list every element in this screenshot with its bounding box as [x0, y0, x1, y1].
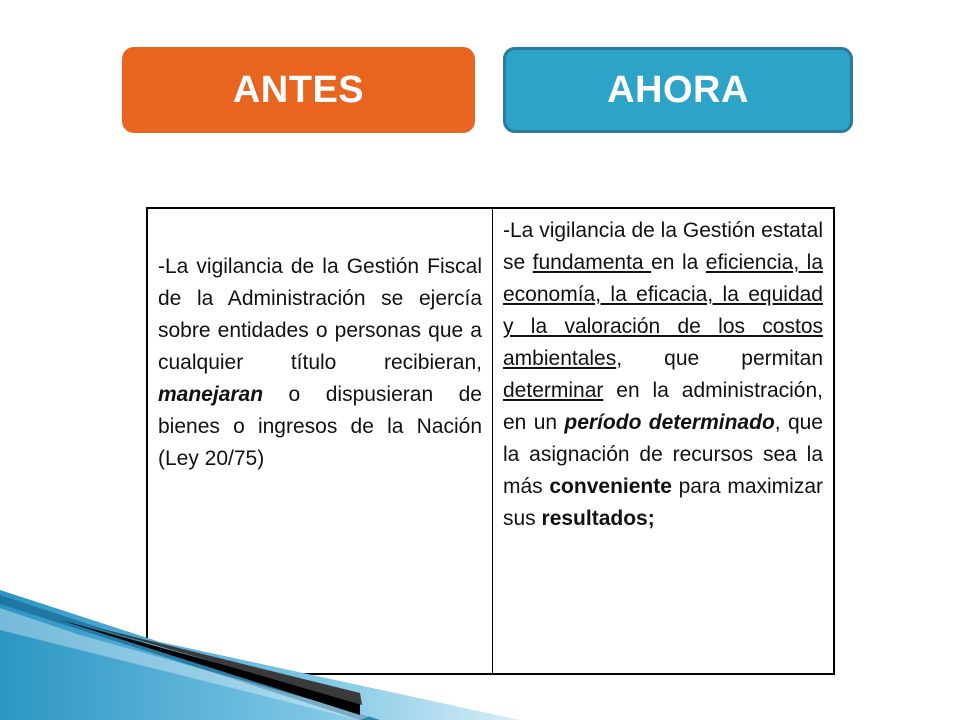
- ahora-underline-2: eficiencia, la economía, la eficacia, la equidad y la valoración de los costos ambientales: [503, 251, 823, 370]
- ahora-text-5: , que la asignación de recursos sea la más: [503, 411, 823, 498]
- ahora-emphasis-3: resultados;: [541, 507, 655, 530]
- antes-text-2: o dispusieran de bienes o ingresos de la Nación (Ley 20/75): [158, 383, 482, 470]
- tab-antes-label: ANTES: [232, 68, 365, 111]
- ahora-emphasis-1: período determinado: [564, 411, 775, 434]
- ahora-text-6: para maximizar sus: [503, 475, 823, 530]
- ahora-text-2: en la: [651, 251, 706, 274]
- ahora-text-4: en la administración, en un: [503, 379, 823, 434]
- ahora-cell: [493, 209, 833, 673]
- ahora-text-3: , que permitan: [616, 347, 823, 370]
- ahora-underline-3: determinar: [503, 379, 604, 402]
- antes-text-1: -La vigilancia de la Gestión Fiscal de la Administración se ejercía sobre entidades o personas que a cualquier título recibieran,: [158, 255, 482, 374]
- ahora-text-1: -La vigilancia de la Gestión estatal se: [503, 219, 823, 274]
- antes-emphasis: manejaran: [158, 383, 264, 406]
- decorative-swoosh: [0, 590, 520, 720]
- ahora-underline-1: fundamenta: [532, 251, 652, 274]
- tab-ahora-label: AHORA: [607, 68, 749, 111]
- tab-ahora: [503, 47, 853, 133]
- tab-antes: [122, 47, 475, 133]
- ahora-emphasis-2: conveniente: [549, 475, 672, 498]
